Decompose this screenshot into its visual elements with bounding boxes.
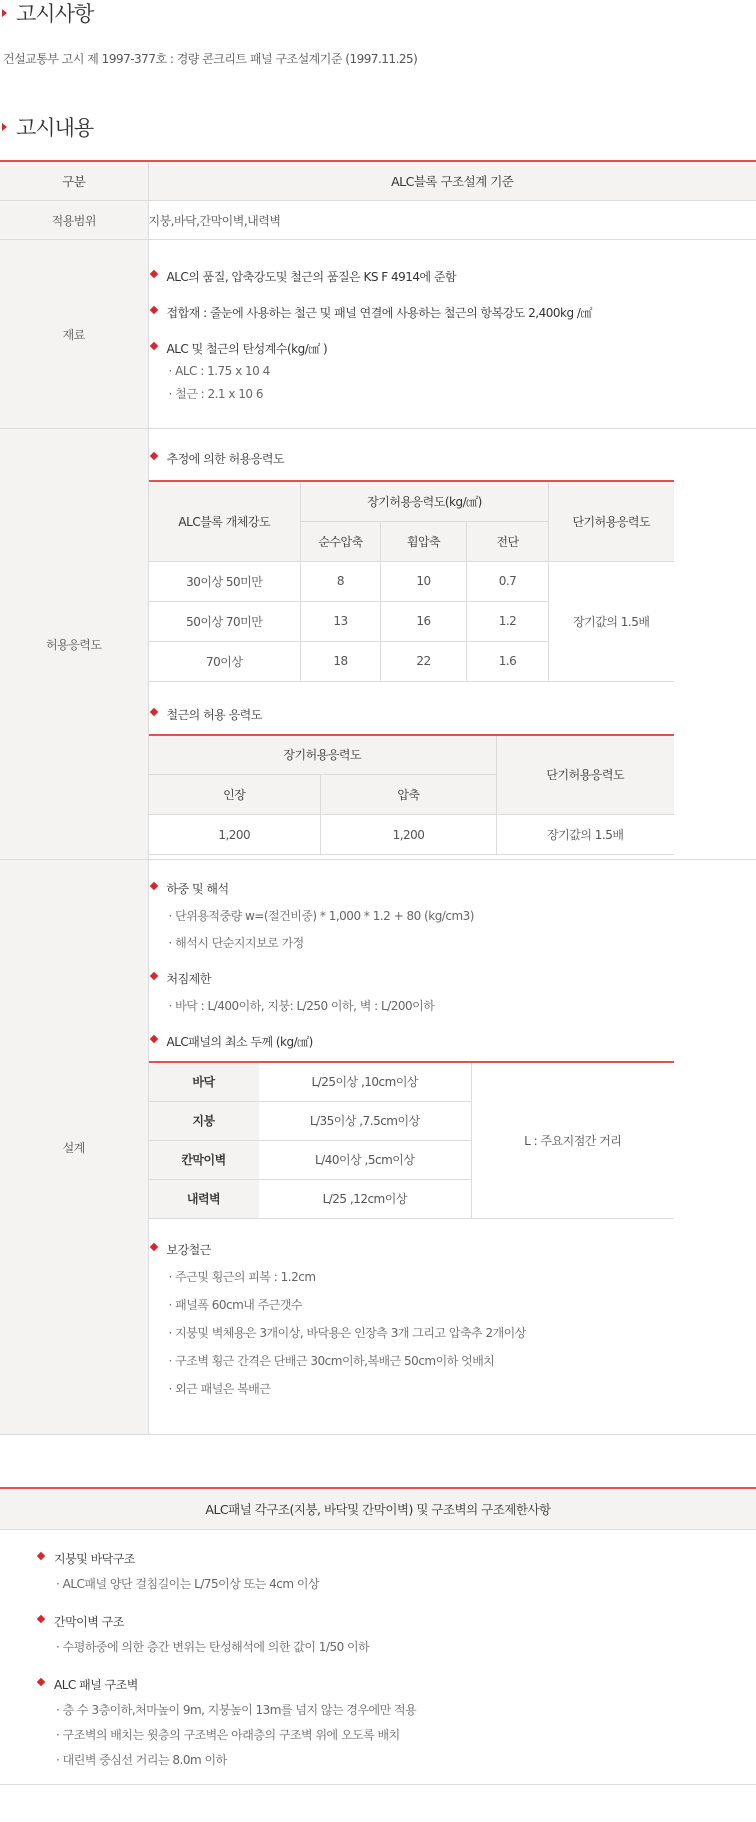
diamond-bullet-icon [149,342,157,350]
arrow-bullet-icon [2,123,7,131]
header-criteria: ALC블록 구조설계 기준 [148,161,756,201]
allow-label: 허용응력도 [0,429,148,860]
bullet-item [149,970,756,987]
diamond-bullet-icon [37,1615,45,1623]
allow-cell [148,429,756,860]
diamond-bullet-icon [149,972,157,980]
diamond-bullet-icon [149,1242,157,1250]
table-cell: 16 [381,601,467,641]
bullet-item [149,268,756,285]
main-criteria-table [0,160,756,1435]
table-row [149,561,674,601]
table-cell: 8 [301,561,381,601]
bullet-item [149,706,756,723]
sub-item: · 수평하중에 의한 층간 변위는 탄성해석에 의한 값이 1/50 이하 [56,1640,370,1654]
bullet-text: 보강철근 [166,1242,211,1257]
bullet-text: ALC패널의 최소 두께 (kg/㎠) [166,1035,313,1049]
sub-item: · 지붕및 벽체용은 3개이상, 바닥용은 인장측 3개 그리고 압축추 2개이상 [168,1325,526,1340]
diamond-bullet-icon [149,270,157,278]
bullet-text: 접합재 : 줄눈에 사용하는 철근 및 패널 연결에 사용하는 철근의 항복강도 2,400kg /㎠ [166,306,592,320]
table-cell: 0.7 [467,561,549,601]
diamond-bullet-icon [149,882,157,890]
row-label: 50이상 70미만 [149,601,301,641]
table-cell: 13 [301,601,381,641]
restrictions-title: ALC패널 각구조(지붕, 바닥및 간막이벽) 및 구조벽의 구조제한사항 [0,1489,756,1530]
content-title: 고시내용 [16,116,94,140]
bullet-item [36,1550,756,1567]
main-table-header [0,161,756,201]
sub-item: · 철근 : 2.1 x 10 6 [168,387,264,401]
table-cell: 1,200 [149,815,321,855]
notice-heading [0,0,756,26]
restrictions-body [0,1530,756,1785]
bullet-item [149,880,756,897]
row-label: 칸막이벽 [149,1140,259,1179]
diamond-bullet-icon [149,452,157,460]
col-header-block-strength: ALC블록 개체강도 [149,481,301,561]
table-row [149,1062,674,1101]
table-cell: 22 [381,641,467,681]
short-term-value: 장기값의 1.5배 [549,561,674,681]
row-label: 70이상 [149,641,301,681]
table-cell: 장기값의 1.5배 [497,815,674,855]
table-cell: 10 [381,561,467,601]
col-subheader: 전단 [467,521,549,561]
material-cell [148,240,756,429]
sub-item: · 층 수 3층이하,처마높이 9m, 지붕높이 13m를 넘지 않는 경우에만 적용 [56,1703,417,1717]
row-label: 30이상 50미만 [149,561,301,601]
diamond-bullet-icon [37,1552,45,1560]
min-thickness-table [149,1061,674,1219]
row-allowable-stress [0,429,756,860]
col-subheader: 휨압축 [381,521,467,561]
bullet-item [149,1241,756,1258]
row-label: 지붕 [149,1101,259,1140]
bullet-text: 지붕및 바닥구조 [54,1552,135,1566]
row-scope [0,201,756,240]
diamond-bullet-icon [37,1678,45,1686]
row-design [0,860,756,1435]
content-heading [0,114,756,140]
bullet-item [149,450,756,467]
bullet-item [149,304,756,321]
allowable-stress-table [149,480,674,682]
table-cell: L/40이상 ,5cm이상 [259,1140,472,1179]
table-cell: 18 [301,641,381,681]
col-header-long-term: 장기허용응력도 [149,735,497,775]
distance-note-cell [472,1062,674,1218]
sub-item: · 단위용적중량 w=(절건비중) * 1,000 * 1.2 + 80 (kg/cm3) [168,909,474,923]
bullet-item [36,1613,756,1630]
col-subheader: 인장 [149,775,321,815]
table-row [149,815,674,855]
bullet-text: ALC 및 철근의 탄성계수(kg/㎠ ) [166,342,328,356]
row-material [0,240,756,429]
sub-item: · ALC : 1.75 x 10 4 [168,364,270,378]
bullet-item [36,1676,756,1693]
diamond-bullet-icon [149,707,157,715]
row-label: 바닥 [149,1062,259,1101]
table-cell: 1.2 [467,601,549,641]
table-cell: L/25이상 ,10cm이상 [259,1062,472,1101]
table-cell: 1,200 [321,815,497,855]
sub-item: · 대린벽 중심선 거리는 8.0m 이하 [56,1753,227,1767]
sub-item: · 외근 패널은 복배근 [168,1381,271,1396]
bullet-text: 처짐제한 [166,972,211,986]
col-header-long-term: 장기허용응력도(kg/㎠) [301,481,549,521]
bullet-text: 하중 및 해석 [166,882,229,896]
bullet-text: 추정에 의한 허용응력도 [166,452,285,466]
sub-item: · 구조벽 횡근 간격은 단배근 30cm이하,복배근 50cm이하 엇배치 [168,1353,495,1368]
sub-item: · 해석시 단순지지보로 가정 [168,936,304,950]
scope-value: 지붕,바닥,간막이벽,내력벽 [148,201,756,240]
table-cell: L/35이상 ,7.5cm이상 [259,1101,472,1140]
bullet-text: 간막이벽 구조 [54,1615,124,1629]
table-cell: L/25 ,12cm이상 [259,1179,472,1218]
sub-item: · 주근및 횡근의 피복 : 1.2cm [168,1269,316,1284]
bullet-text: ALC의 품질, 압축강도및 철근의 품질은 KS F 4914에 준함 [166,270,457,284]
row-label: 내력벽 [149,1179,259,1218]
col-header-short-term: 단기허용응력도 [497,735,674,815]
notice-text: 건설교통부 고시 제 1997-377호 : 경량 콘크리트 패널 구조설계기준 (1997.11.25) [3,52,418,66]
bullet-item [149,1033,756,1050]
sub-item: · 바닥 : L/400이하, 지붕: L/250 이하, 벽 : L/200이하 [168,999,435,1013]
col-subheader: 순수압축 [301,521,381,561]
design-cell [148,860,756,1435]
arrow-bullet-icon [2,9,7,17]
bullet-text: ALC 패널 구조벽 [54,1678,138,1692]
design-label: 설계 [0,860,148,1435]
col-subheader: 압축 [321,775,497,815]
sub-item: · ALC패널 양단 걸침길이는 L/75이상 또는 4cm 이상 [56,1577,320,1591]
table-cell: 1.6 [467,641,549,681]
sub-item: · 구조벽의 배치는 윗층의 구조벽은 아래층의 구조벽 위에 오도록 배치 [56,1728,400,1742]
material-label: 재료 [0,240,148,429]
bullet-text: 철근의 허용 응력도 [166,707,262,722]
rebar-stress-table [149,734,674,856]
sub-item: · 패널폭 60cm내 주근갯수 [168,1297,303,1312]
scope-label: 적용범위 [0,201,148,240]
notice-title: 고시사항 [16,2,94,26]
bullet-item [149,340,756,357]
header-category: 구분 [0,161,148,201]
diamond-bullet-icon [149,306,157,314]
diamond-bullet-icon [149,1035,157,1043]
structure-restrictions-box [0,1487,756,1785]
col-header-short-term: 단기허용응력도 [549,481,674,561]
distance-note: L : 주요지점간 거리 [524,1133,622,1148]
